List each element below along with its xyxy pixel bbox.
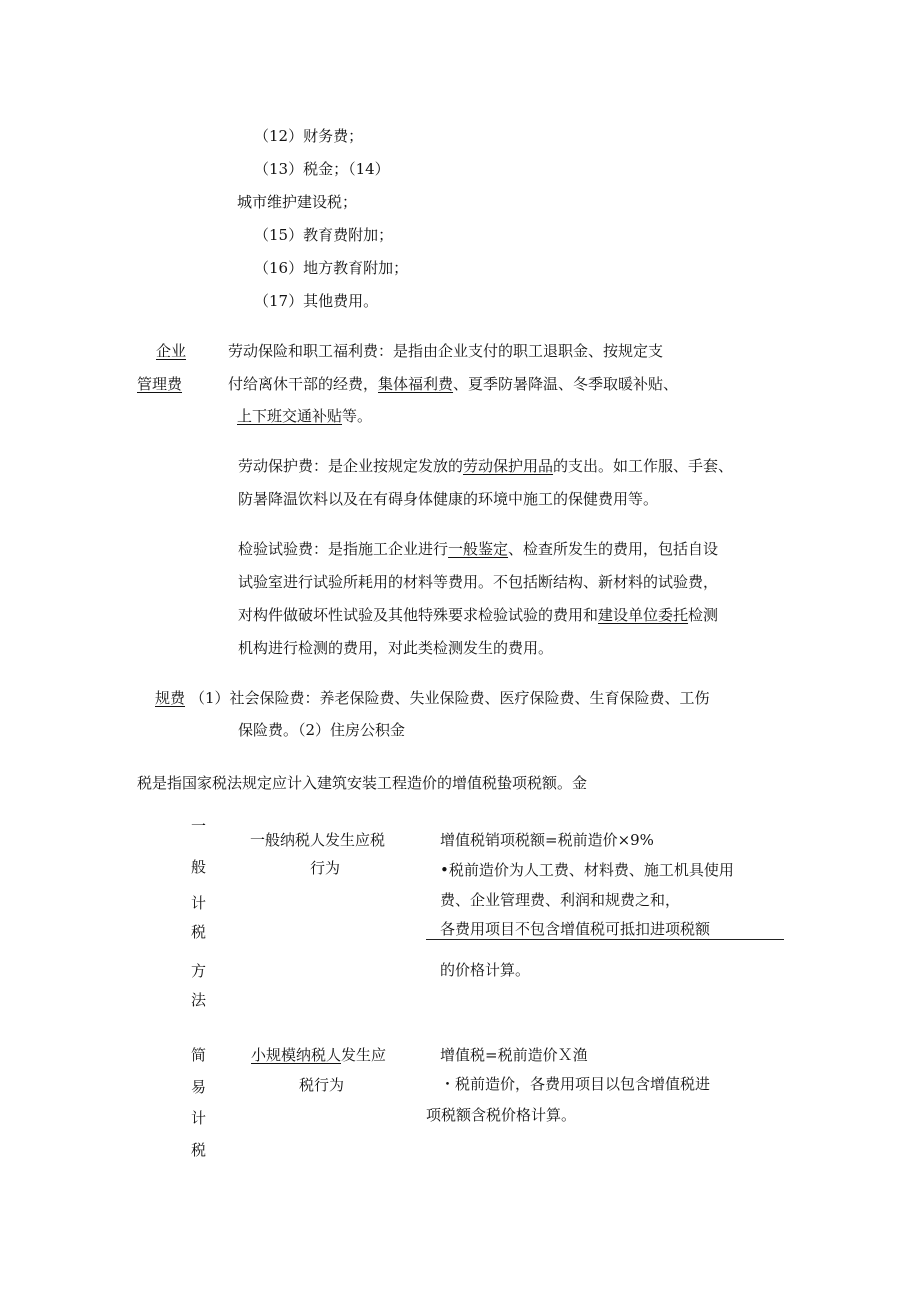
labor-insurance-line-3: 上下班交通补贴等。 [237, 407, 373, 425]
simple-label-char-2: 易 [191, 1078, 207, 1096]
mgmt-label-2: 管理费 [137, 375, 183, 393]
inspection-line-3: 对构件做破坏性试验及其他特殊要求检验试验的费用和建设单位委托检测 [238, 606, 719, 624]
general-label-char-1: 一 [191, 817, 207, 835]
general-label-char-6: 法 [191, 991, 207, 1009]
general-label-char-2: 般 [191, 858, 207, 876]
list-item-14-cont: 城市维护建设税； [237, 193, 358, 211]
labor-insurance-line-2: 付给离休干部的经费，集体福利费、夏季防暑降温、冬季取暖补贴、 [228, 375, 679, 393]
list-item-12: （12）财务费； [254, 127, 364, 145]
owner-commissioned-term: 建设单位委托 [598, 606, 689, 624]
general-condition-line-1: 一般纳税人发生应税 [250, 831, 386, 849]
small-scale-taxpayer-term: 小规模纳税人 [251, 1046, 342, 1064]
general-note-line-3: 各费用项目不包含增值税可抵扣进项税额 [440, 920, 711, 938]
general-note-line-2: 费、企业管理费、利润和规费之和， [440, 891, 681, 909]
general-note-line-4: 的价格计算。 [440, 961, 531, 979]
tax-intro: 税是指国家税法规定应计入建筑安装工程造价的增值税蛰项税额。金 [137, 774, 588, 792]
simple-formula: 增值税=税前造价Ｘ渔 [440, 1046, 588, 1064]
regulatory-line-2: 保险费。（2）住房公积金 [238, 721, 406, 739]
inspection-line-1: 检验试验费：是指施工企业进行一般鉴定、检查所发生的费用，包括自设 [238, 540, 719, 558]
simple-label-char-4: 税 [191, 1141, 207, 1159]
table-divider-line [426, 939, 784, 940]
regulatory-line-1: （1）社会保险费：养老保险费、失业保险费、医疗保险费、生育保险费、工伤 [190, 689, 710, 707]
list-item-16: （16）地方教育附加； [254, 259, 409, 277]
protective-gear-term: 劳动保护用品 [463, 457, 554, 475]
simple-label-char-3: 计 [191, 1109, 207, 1127]
simple-label-char-1: 简 [191, 1046, 207, 1064]
general-label-char-3: 计 [191, 894, 207, 912]
inspection-line-4: 机构进行检测的费用，对此类检测发生的费用。 [238, 639, 554, 657]
labor-protection-line-1: 劳动保护费：是企业按规定发放的劳动保护用品的支出。如工作服、手套、 [238, 457, 734, 475]
general-condition-line-2: 行为 [310, 859, 341, 877]
labor-insurance-line-1: 劳动保险和职工福利费：是指由企业支付的职工退职金、按规定支 [228, 342, 664, 360]
regulatory-label: 规费 [155, 689, 186, 707]
collective-welfare-term: 集体福利费 [378, 375, 454, 393]
general-note-line-1: •税前造价为人工费、材料费、施工机具使用 [440, 861, 734, 879]
general-formula: 增值税销项税额=税前造价×9% [440, 831, 654, 849]
commute-subsidy-term: 上下班交通补贴 [237, 407, 343, 425]
simple-condition-line-2: 税行为 [299, 1076, 345, 1094]
simple-note-line-2: 项税额含税价格计算。 [426, 1106, 577, 1124]
list-item-17: （17）其他费用。 [254, 292, 379, 310]
general-label-char-4: 税 [191, 923, 207, 941]
list-item-13-14: （13）税金；（14） [254, 160, 390, 178]
mgmt-label-1: 企业 [156, 342, 187, 360]
simple-condition-line-1: 小规模纳税人发生应 [251, 1046, 387, 1064]
general-appraisal-term: 一般鉴定 [448, 540, 509, 558]
labor-protection-line-2: 防暑降温饮料以及在有碍身体健康的环境中施工的保健费用等。 [238, 490, 659, 508]
simple-note-line-1: ・税前造价，各费用项目以包含增值税进 [440, 1075, 711, 1093]
general-label-char-5: 方 [191, 962, 207, 980]
list-item-15: （15）教育费附加； [254, 226, 394, 244]
inspection-line-2: 试验室进行试验所耗用的材料等费用。不包括断结构、新材料的试验费， [238, 573, 719, 591]
